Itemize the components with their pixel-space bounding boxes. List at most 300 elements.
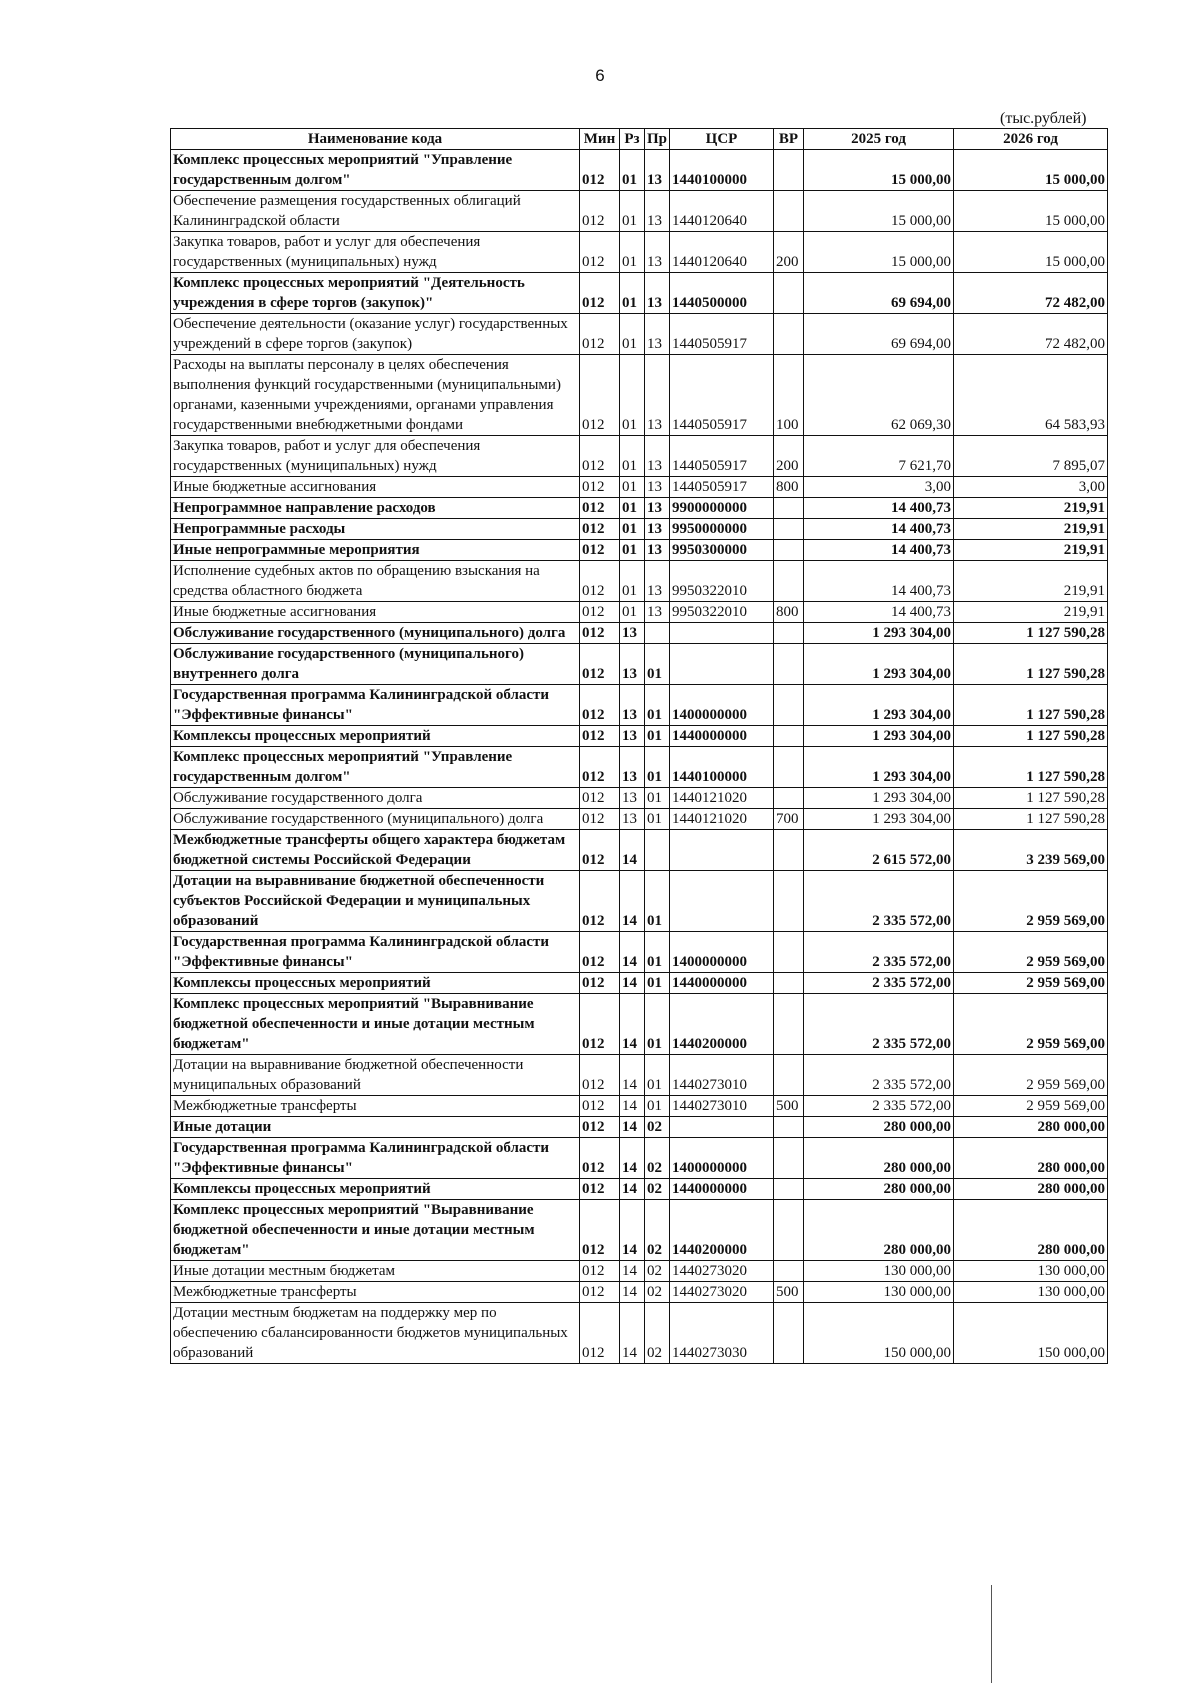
table-row [171,1055,1108,1096]
cell-vr [774,191,804,232]
cell-2026: 130 000,00 [954,1261,1108,1282]
cell-min: 012 [580,232,620,273]
cell-rz: 01 [620,519,645,540]
cell-csr: 1440121020 [670,788,774,809]
cell-name: Комплекс процессных мероприятий "Управление государственным долгом" [171,150,580,191]
cell-2025: 2 335 572,00 [804,994,954,1055]
cell-csr: 1440273010 [670,1055,774,1096]
table-row [171,477,1108,498]
cell-pr: 13 [645,561,670,602]
cell-2026: 64 583,93 [954,355,1108,436]
header-2026: 2026 год [954,129,1108,150]
cell-csr: 1440500000 [670,273,774,314]
cell-name: Комплексы процессных мероприятий [171,726,580,747]
header-min: Мин [580,129,620,150]
cell-csr: 9950322010 [670,561,774,602]
cell-pr [645,623,670,644]
cell-min: 012 [580,623,620,644]
cell-vr: 700 [774,809,804,830]
cell-2025: 280 000,00 [804,1200,954,1261]
cell-rz: 14 [620,932,645,973]
cell-min: 012 [580,519,620,540]
table-row [171,747,1108,788]
cell-vr [774,1200,804,1261]
table-row [171,540,1108,561]
cell-csr: 1440100000 [670,747,774,788]
cell-2025: 3,00 [804,477,954,498]
cell-vr: 800 [774,477,804,498]
cell-name: Непрограммное направление расходов [171,498,580,519]
cell-name: Комплекс процессных мероприятий "Выравнивание бюджетной обеспеченности и иные дотации местным бюджетам" [171,1200,580,1261]
cell-rz: 14 [620,1117,645,1138]
cell-csr: 1440200000 [670,1200,774,1261]
cell-vr [774,273,804,314]
table-row [171,726,1108,747]
cell-2026: 1 127 590,28 [954,809,1108,830]
table-row [171,1261,1108,1282]
cell-csr [670,830,774,871]
cell-2025: 14 400,73 [804,540,954,561]
cell-rz: 01 [620,561,645,602]
cell-pr: 01 [645,726,670,747]
cell-min: 012 [580,191,620,232]
cell-min: 012 [580,994,620,1055]
cell-name: Государственная программа Калининградской области "Эффективные финансы" [171,685,580,726]
cell-2025: 2 615 572,00 [804,830,954,871]
cell-2026: 280 000,00 [954,1200,1108,1261]
cell-2025: 280 000,00 [804,1179,954,1200]
cell-2025: 1 293 304,00 [804,685,954,726]
cell-2025: 150 000,00 [804,1303,954,1364]
cell-rz: 13 [620,809,645,830]
table-header-row [171,129,1108,150]
table-row [171,314,1108,355]
cell-name: Закупка товаров, работ и услуг для обеспечения государственных (муниципальных) нужд [171,436,580,477]
cell-name: Иные бюджетные ассигнования [171,477,580,498]
cell-csr: 1440505917 [670,477,774,498]
cell-2025: 2 335 572,00 [804,932,954,973]
cell-min: 012 [580,788,620,809]
cell-2025: 69 694,00 [804,273,954,314]
cell-2026: 1 127 590,28 [954,726,1108,747]
cell-min: 012 [580,830,620,871]
cell-rz: 13 [620,726,645,747]
cell-name: Межбюджетные трансферты [171,1096,580,1117]
cell-vr [774,747,804,788]
cell-2025: 69 694,00 [804,314,954,355]
cell-2026: 130 000,00 [954,1282,1108,1303]
cell-2025: 280 000,00 [804,1138,954,1179]
cell-2025: 1 293 304,00 [804,809,954,830]
cell-pr: 13 [645,498,670,519]
cell-rz: 01 [620,314,645,355]
cell-2025: 7 621,70 [804,436,954,477]
cell-pr: 13 [645,602,670,623]
cell-vr [774,1117,804,1138]
budget-table [170,128,1108,1364]
cell-name: Обслуживание государственного (муниципального) долга [171,623,580,644]
cell-rz: 01 [620,150,645,191]
cell-min: 012 [580,871,620,932]
cell-2026: 72 482,00 [954,314,1108,355]
cell-pr: 13 [645,355,670,436]
cell-2025: 14 400,73 [804,498,954,519]
cell-min: 012 [580,150,620,191]
cell-min: 012 [580,809,620,830]
cell-name: Дотации местным бюджетам на поддержку мер по обеспечению сбалансированности бюджетов муниципальных образований [171,1303,580,1364]
cell-2025: 280 000,00 [804,1117,954,1138]
cell-name: Межбюджетные трансферты общего характера бюджетам бюджетной системы Российской Федерации [171,830,580,871]
cell-2025: 14 400,73 [804,561,954,602]
cell-2025: 130 000,00 [804,1282,954,1303]
cell-pr: 13 [645,519,670,540]
cell-2026: 2 959 569,00 [954,932,1108,973]
cell-vr: 500 [774,1096,804,1117]
cell-pr: 01 [645,994,670,1055]
cell-pr: 01 [645,809,670,830]
cell-vr [774,1055,804,1096]
cell-vr [774,1179,804,1200]
cell-min: 012 [580,1179,620,1200]
cell-pr: 01 [645,644,670,685]
cell-vr: 100 [774,355,804,436]
cell-csr [670,1117,774,1138]
cell-rz: 13 [620,623,645,644]
cell-pr: 13 [645,232,670,273]
cell-csr: 1440100000 [670,150,774,191]
cell-2025: 15 000,00 [804,191,954,232]
cell-pr: 13 [645,273,670,314]
cell-csr [670,871,774,932]
cell-2026: 1 127 590,28 [954,644,1108,685]
cell-vr [774,1303,804,1364]
cell-rz: 14 [620,973,645,994]
cell-min: 012 [580,477,620,498]
cell-vr [774,498,804,519]
cell-name: Дотации на выравнивание бюджетной обеспеченности субъектов Российской Федерации и муниципальных образований [171,871,580,932]
cell-2025: 2 335 572,00 [804,973,954,994]
cell-2026: 7 895,07 [954,436,1108,477]
cell-2026: 2 959 569,00 [954,1096,1108,1117]
cell-2026: 72 482,00 [954,273,1108,314]
cell-pr: 02 [645,1261,670,1282]
cell-vr [774,685,804,726]
table-row [171,685,1108,726]
table-row [171,273,1108,314]
cell-vr [774,871,804,932]
cell-vr [774,994,804,1055]
cell-pr: 01 [645,932,670,973]
table-row [171,623,1108,644]
cell-rz: 14 [620,1179,645,1200]
cell-2025: 15 000,00 [804,232,954,273]
header-name: Наименование кода [171,129,580,150]
cell-csr: 1440121020 [670,809,774,830]
cell-vr [774,150,804,191]
cell-min: 012 [580,685,620,726]
table-row [171,1138,1108,1179]
cell-pr: 13 [645,540,670,561]
cell-rz: 14 [620,1303,645,1364]
cell-name: Расходы на выплаты персоналу в целях обеспечения выполнения функций государственными (муниципальными) органами, казенными учреждениями, органами управления государственными внебюджетными фондами [171,355,580,436]
cell-rz: 14 [620,871,645,932]
table-row [171,644,1108,685]
cell-csr: 1440000000 [670,973,774,994]
cell-rz: 14 [620,1261,645,1282]
cell-pr: 13 [645,191,670,232]
cell-min: 012 [580,540,620,561]
cell-pr: 01 [645,973,670,994]
table-row [171,1303,1108,1364]
table-body [171,150,1108,1364]
cell-rz: 14 [620,1055,645,1096]
cell-2025: 2 335 572,00 [804,871,954,932]
cell-2026: 219,91 [954,561,1108,602]
page-number: 6 [595,66,605,85]
cell-vr [774,540,804,561]
cell-2026: 219,91 [954,540,1108,561]
cell-2025: 62 069,30 [804,355,954,436]
cell-name: Комплекс процессных мероприятий "Выравнивание бюджетной обеспеченности и иные дотации местным бюджетам" [171,994,580,1055]
header-2025: 2025 год [804,129,954,150]
cell-rz: 14 [620,1282,645,1303]
cell-2026: 2 959 569,00 [954,994,1108,1055]
cell-min: 012 [580,973,620,994]
cell-2025: 15 000,00 [804,150,954,191]
cell-csr: 1440273030 [670,1303,774,1364]
cell-min: 012 [580,932,620,973]
cell-vr: 500 [774,1282,804,1303]
cell-vr [774,644,804,685]
cell-pr: 01 [645,685,670,726]
cell-2025: 1 293 304,00 [804,726,954,747]
table-row [171,788,1108,809]
cell-rz: 14 [620,1200,645,1261]
table-row [171,150,1108,191]
cell-name: Обеспечение размещения государственных облигаций Калининградской области [171,191,580,232]
cell-name: Иные бюджетные ассигнования [171,602,580,623]
table-row [171,1179,1108,1200]
cell-min: 012 [580,498,620,519]
cell-vr [774,623,804,644]
cell-rz: 01 [620,498,645,519]
cell-name: Обеспечение деятельности (оказание услуг) государственных учреждений в сфере торгов (закупок) [171,314,580,355]
cell-csr: 1440200000 [670,994,774,1055]
table-row [171,232,1108,273]
cell-2026: 1 127 590,28 [954,788,1108,809]
cell-2026: 2 959 569,00 [954,871,1108,932]
cell-csr: 1400000000 [670,685,774,726]
cell-pr: 01 [645,747,670,788]
cell-rz: 13 [620,788,645,809]
cell-min: 012 [580,1261,620,1282]
cell-rz: 14 [620,830,645,871]
cell-csr: 1440120640 [670,232,774,273]
cell-min: 012 [580,1282,620,1303]
units-label: (тыс.рублей) [1000,110,1087,127]
margin-line [991,1585,992,1683]
cell-rz: 01 [620,477,645,498]
cell-rz: 01 [620,540,645,561]
header-pr: Пр [645,129,670,150]
cell-min: 012 [580,1303,620,1364]
cell-min: 012 [580,1117,620,1138]
cell-vr [774,830,804,871]
cell-name: Обслуживание государственного долга [171,788,580,809]
table-row [171,1096,1108,1117]
cell-min: 012 [580,436,620,477]
cell-pr: 13 [645,477,670,498]
cell-2026: 1 127 590,28 [954,623,1108,644]
cell-name: Комплексы процессных мероприятий [171,973,580,994]
cell-2025: 130 000,00 [804,1261,954,1282]
cell-min: 012 [580,561,620,602]
table-row [171,561,1108,602]
cell-2026: 15 000,00 [954,150,1108,191]
cell-2026: 280 000,00 [954,1117,1108,1138]
cell-vr [774,519,804,540]
cell-rz: 14 [620,994,645,1055]
cell-pr: 13 [645,436,670,477]
cell-pr: 02 [645,1117,670,1138]
cell-min: 012 [580,1096,620,1117]
table-row [171,973,1108,994]
cell-pr: 02 [645,1200,670,1261]
cell-name: Межбюджетные трансферты [171,1282,580,1303]
cell-vr [774,726,804,747]
cell-csr: 1400000000 [670,1138,774,1179]
cell-2026: 219,91 [954,602,1108,623]
cell-2025: 1 293 304,00 [804,788,954,809]
cell-rz: 01 [620,191,645,232]
cell-2025: 14 400,73 [804,602,954,623]
cell-pr: 13 [645,314,670,355]
cell-name: Иные дотации местным бюджетам [171,1261,580,1282]
cell-rz: 01 [620,355,645,436]
cell-name: Комплекс процессных мероприятий "Деятельность учреждения в сфере торгов (закупок)" [171,273,580,314]
cell-2025: 1 293 304,00 [804,747,954,788]
cell-2026: 280 000,00 [954,1138,1108,1179]
cell-2026: 219,91 [954,519,1108,540]
cell-pr: 01 [645,1096,670,1117]
cell-rz: 13 [620,747,645,788]
cell-pr: 02 [645,1179,670,1200]
cell-pr: 02 [645,1303,670,1364]
cell-vr [774,314,804,355]
cell-csr: 1440505917 [670,355,774,436]
cell-pr: 01 [645,788,670,809]
cell-2025: 1 293 304,00 [804,644,954,685]
cell-rz: 13 [620,644,645,685]
header-rz: Рз [620,129,645,150]
cell-csr: 1440505917 [670,314,774,355]
cell-2025: 14 400,73 [804,519,954,540]
cell-csr: 9950000000 [670,519,774,540]
cell-vr [774,973,804,994]
cell-vr: 200 [774,232,804,273]
cell-2026: 15 000,00 [954,232,1108,273]
cell-pr: 02 [645,1282,670,1303]
cell-2025: 1 293 304,00 [804,623,954,644]
cell-csr: 9900000000 [670,498,774,519]
cell-csr: 1440120640 [670,191,774,232]
cell-csr [670,623,774,644]
cell-name: Государственная программа Калининградской области "Эффективные финансы" [171,1138,580,1179]
cell-2026: 1 127 590,28 [954,685,1108,726]
cell-2026: 1 127 590,28 [954,747,1108,788]
cell-pr: 01 [645,871,670,932]
cell-min: 012 [580,1138,620,1179]
cell-name: Иные непрограммные мероприятия [171,540,580,561]
cell-rz: 01 [620,436,645,477]
table-row [171,1200,1108,1261]
cell-pr: 01 [645,1055,670,1096]
cell-2026: 280 000,00 [954,1179,1108,1200]
cell-name: Непрограммные расходы [171,519,580,540]
cell-vr [774,932,804,973]
cell-2026: 219,91 [954,498,1108,519]
cell-min: 012 [580,1200,620,1261]
table-row [171,1117,1108,1138]
cell-2026: 2 959 569,00 [954,973,1108,994]
cell-name: Обслуживание государственного (муниципального) долга [171,809,580,830]
cell-vr [774,1261,804,1282]
cell-rz: 01 [620,602,645,623]
cell-csr [670,644,774,685]
cell-min: 012 [580,644,620,685]
table-row [171,809,1108,830]
table-row [171,519,1108,540]
cell-min: 012 [580,355,620,436]
cell-rz: 13 [620,685,645,726]
cell-csr: 1440273020 [670,1261,774,1282]
cell-min: 012 [580,726,620,747]
cell-2026: 150 000,00 [954,1303,1108,1364]
cell-csr: 9950322010 [670,602,774,623]
cell-rz: 14 [620,1096,645,1117]
cell-2026: 2 959 569,00 [954,1055,1108,1096]
cell-csr: 1440000000 [670,726,774,747]
cell-name: Комплексы процессных мероприятий [171,1179,580,1200]
cell-min: 012 [580,602,620,623]
cell-rz: 01 [620,273,645,314]
cell-min: 012 [580,273,620,314]
cell-csr: 1440273020 [670,1282,774,1303]
cell-csr: 9950300000 [670,540,774,561]
cell-pr [645,830,670,871]
table-row [171,994,1108,1055]
cell-2026: 15 000,00 [954,191,1108,232]
cell-vr: 200 [774,436,804,477]
cell-csr: 1440000000 [670,1179,774,1200]
cell-csr: 1440273010 [670,1096,774,1117]
cell-pr: 13 [645,150,670,191]
cell-name: Государственная программа Калининградской области "Эффективные финансы" [171,932,580,973]
table-row [171,932,1108,973]
table-row [171,355,1108,436]
cell-min: 012 [580,314,620,355]
cell-name: Иные дотации [171,1117,580,1138]
table-row [171,191,1108,232]
table-row [171,1282,1108,1303]
table-row [171,830,1108,871]
cell-csr: 1440505917 [670,436,774,477]
cell-2025: 2 335 572,00 [804,1055,954,1096]
table-row [171,602,1108,623]
cell-name: Комплекс процессных мероприятий "Управление государственным долгом" [171,747,580,788]
cell-vr: 800 [774,602,804,623]
table-row [171,498,1108,519]
